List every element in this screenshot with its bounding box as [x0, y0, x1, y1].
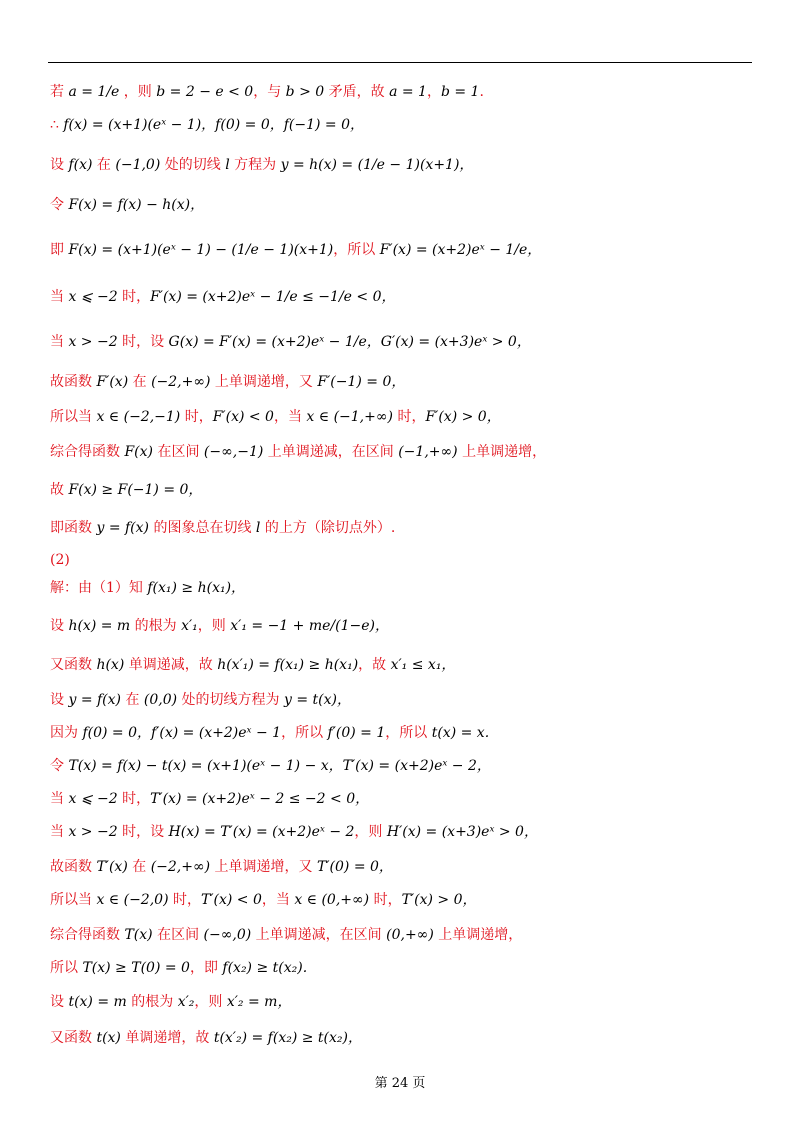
chinese-text: 在 — [128, 374, 152, 390]
math-expression: (−∞,0) — [203, 927, 252, 943]
math-expression: t(x′₂) = f(x₂) ≥ t(x₂)， — [213, 1030, 362, 1046]
math-expression: x ⩽ −2 — [68, 289, 118, 305]
chinese-text: 时， — [168, 892, 201, 908]
math-expression: x > −2 — [68, 334, 118, 350]
math-expression: t(x) — [96, 1030, 121, 1046]
math-expression: h(x) = m — [68, 618, 131, 634]
solution-line — [50, 578, 245, 598]
chinese-text: 令 — [50, 197, 69, 213]
chinese-text: ，所以 — [333, 242, 380, 258]
math-expression: (−2,+∞) — [151, 374, 211, 390]
math-expression: x′₁ — [181, 618, 198, 634]
math-expression: T′(x) < 0 — [200, 892, 262, 908]
chinese-text: 时， — [180, 409, 213, 425]
solution-line — [50, 82, 484, 102]
math-expression: b = 2 − e < 0 — [156, 84, 254, 100]
solution-line — [50, 1028, 362, 1048]
solution-line — [50, 442, 546, 462]
math-expression: T′(x) = (x+2)eˣ − 2 ≤ −2 < 0， — [150, 791, 370, 807]
chinese-text: ，则 — [197, 618, 231, 634]
chinese-text: 综合得函数 — [50, 927, 125, 943]
chinese-text: 处的切线方程为 — [177, 692, 285, 708]
math-expression: (−1,0) — [115, 157, 161, 173]
solution-line — [50, 480, 202, 500]
chinese-text: 当 — [50, 334, 69, 350]
chinese-text: 的根为 — [130, 618, 182, 634]
chinese-text: ，则 — [194, 994, 227, 1010]
header-rule — [48, 62, 752, 63]
solution-line — [50, 240, 541, 260]
chinese-text: ，所以 — [281, 725, 328, 741]
math-expression: F(x) = f(x) − h(x)， — [68, 197, 205, 213]
math-expression: G(x) = F′(x) = (x+2)eˣ − 1/e，G′(x) = (x+3)eˣ > 0， — [168, 334, 531, 350]
math-expression: h(x′₁) = f(x₁) ≥ h(x₁) — [217, 657, 359, 673]
chinese-text: 的上方（除切点外）. — [260, 520, 396, 536]
chinese-text: 当 — [50, 824, 69, 840]
math-expression: x ∈ (−1,+∞) — [306, 409, 393, 425]
math-expression: b > 0 — [285, 84, 325, 100]
chinese-text: 所以当 — [50, 409, 97, 425]
chinese-text: 单调递减，故 — [124, 657, 218, 673]
chinese-text: 解：由（1）知 — [50, 580, 148, 596]
chinese-text: 矛盾，故 — [324, 84, 390, 100]
math-expression: f(x₂) ≥ t(x₂). — [222, 960, 308, 976]
chinese-text: 即 — [50, 242, 69, 258]
chinese-text: ，故 — [358, 657, 391, 673]
chinese-text: 的根为 — [126, 994, 178, 1010]
chinese-text: ，即 — [189, 960, 223, 976]
chinese-text: 在 — [92, 157, 116, 173]
math-expression: f′(0) = 1 — [327, 725, 386, 741]
math-expression: T′(0) = 0， — [317, 859, 393, 875]
solution-line — [50, 616, 389, 636]
chinese-text: 在 — [127, 859, 151, 875]
math-expression: T′(x) — [96, 859, 128, 875]
chinese-text: 故 — [50, 482, 69, 498]
chinese-text: 设 — [50, 157, 69, 173]
chinese-text: ∴ — [50, 117, 59, 133]
math-expression: F(x) = (x+1)(eˣ − 1) − (1/e − 1)(x+1) — [68, 242, 334, 258]
math-expression: F′(x) — [96, 374, 129, 390]
chinese-text: ，与 — [253, 84, 286, 100]
math-expression: y = f(x) — [68, 692, 121, 708]
chinese-text: 时， — [117, 791, 151, 807]
chinese-text: 单调递增，故 — [120, 1030, 214, 1046]
math-expression: y = t(x)， — [284, 692, 352, 708]
solution-line — [50, 332, 531, 352]
math-expression: l — [225, 157, 230, 173]
solution-line — [50, 195, 204, 215]
solution-line — [50, 115, 364, 135]
solution-line — [50, 857, 393, 877]
chinese-text: 设 — [50, 994, 69, 1010]
chinese-text: 所以 — [50, 960, 83, 976]
chinese-text: 时，设 — [117, 334, 169, 350]
chinese-text: 时， — [369, 892, 402, 908]
math-expression: x ∈ (−2,0) — [96, 892, 169, 908]
math-expression: a = 1 — [389, 84, 427, 100]
solution-line — [50, 756, 491, 776]
math-expression: a = 1/e — [64, 84, 124, 100]
math-expression: l — [255, 520, 261, 536]
math-expression: f(x) — [68, 157, 93, 173]
chinese-text: 上单调递增，又 — [210, 859, 318, 875]
chinese-text: 综合得函数 — [50, 444, 125, 460]
math-expression: H(x) = T′(x) = (x+2)eˣ − 2 — [168, 824, 355, 840]
chinese-text: 上单调递减，在区间 — [263, 444, 399, 460]
solution-line — [50, 958, 307, 978]
page-number: 第 24 页 — [374, 1076, 426, 1091]
chinese-text: 在区间 — [153, 444, 204, 460]
chinese-text: (2) — [50, 552, 70, 568]
math-expression: T(x) — [124, 927, 153, 943]
chinese-text: 时， — [393, 409, 426, 425]
solution-line — [50, 518, 395, 538]
solution-line — [50, 723, 489, 743]
chinese-text: 若 — [50, 84, 64, 100]
math-expression: (−1,+∞) — [398, 444, 458, 460]
chinese-text: ，当 — [273, 409, 307, 425]
math-expression: F′(x) = (x+2)eˣ − 1/e ≤ −1/e < 0， — [150, 289, 396, 305]
chinese-text: 又函数 — [50, 657, 97, 673]
solution-line — [50, 890, 476, 910]
math-expression: H′(x) = (x+3)eˣ > 0， — [386, 824, 538, 840]
math-expression: F′(x) = (x+2)eˣ − 1/e， — [379, 242, 542, 258]
math-expression: t(x) = m — [68, 994, 127, 1010]
math-expression: T(x) ≥ T(0) = 0 — [82, 960, 190, 976]
math-expression: F(x) ≥ F(−1) = 0， — [68, 482, 203, 498]
chinese-text: 当 — [50, 289, 69, 305]
chinese-text: 故函数 — [50, 859, 97, 875]
math-expression: T′(x) > 0， — [401, 892, 477, 908]
chinese-text: ，所以 — [385, 725, 432, 741]
math-expression: F′(x) < 0 — [212, 409, 274, 425]
solution-line — [50, 789, 369, 809]
solution-line — [50, 550, 70, 570]
chinese-text: 所以当 — [50, 892, 97, 908]
math-expression: h(x) — [96, 657, 125, 673]
math-expression: y = f(x) — [96, 520, 149, 536]
solution-line — [50, 822, 538, 842]
chinese-text: 在 — [121, 692, 144, 708]
chinese-text: 方程为 — [229, 157, 281, 173]
math-expression: F(x) — [124, 444, 153, 460]
chinese-text: 因为 — [50, 725, 83, 741]
chinese-text: ，则 — [354, 824, 387, 840]
chinese-text: 上单调递减，在区间 — [251, 927, 387, 943]
chinese-text: 故函数 — [50, 374, 97, 390]
math-expression: x′₁ ≤ x₁， — [390, 657, 456, 673]
chinese-text: 当 — [50, 791, 69, 807]
math-expression: x′₂ = m， — [226, 994, 292, 1010]
solution-line — [50, 287, 395, 307]
math-expression: (0,0) — [143, 692, 178, 708]
math-expression: x ∈ (0,+∞) — [294, 892, 370, 908]
chinese-text: 的图象总在切线 — [149, 520, 256, 536]
math-expression: x′₁ = −1 + me/(1−e)， — [230, 618, 389, 634]
chinese-text: ，则 — [123, 84, 157, 100]
math-expression: x ⩽ −2 — [68, 791, 118, 807]
solution-line — [50, 155, 473, 175]
solution-line — [50, 372, 405, 392]
chinese-text: 上单调递增， — [457, 444, 547, 460]
math-expression: f(x₁) ≥ h(x₁)， — [147, 580, 246, 596]
math-expression: f(0) = 0，f′(x) = (x+2)eˣ − 1 — [82, 725, 282, 741]
math-expression: y = h(x) = (1/e − 1)(x+1)， — [280, 157, 474, 173]
chinese-text: 时， — [117, 289, 151, 305]
math-expression: b = 1 — [440, 84, 480, 100]
chinese-text: 即函数 — [50, 520, 97, 536]
chinese-text: 时，设 — [117, 824, 169, 840]
solution-line — [50, 992, 291, 1012]
math-expression: t(x) = x. — [431, 725, 490, 741]
chinese-text: 上单调递增，又 — [210, 374, 318, 390]
math-expression: (0,+∞) — [386, 927, 434, 943]
chinese-text: 令 — [50, 758, 69, 774]
chinese-text: ， — [426, 84, 441, 100]
math-expression: x > −2 — [68, 824, 118, 840]
math-expression: F′(x) > 0， — [425, 409, 501, 425]
chinese-text: 设 — [50, 618, 69, 634]
solution-line — [50, 655, 455, 675]
math-expression: x′₂ — [177, 994, 195, 1010]
chinese-text: 在区间 — [152, 927, 204, 943]
math-expression: T(x) = f(x) − t(x) = (x+1)(eˣ − 1) − x，T′(x) = (x+2)eˣ − 2， — [68, 758, 491, 774]
solution-line — [50, 407, 501, 427]
chinese-text: . — [479, 84, 484, 100]
chinese-text: ，当 — [261, 892, 295, 908]
math-expression: F′(−1) = 0， — [317, 374, 406, 390]
chinese-text: 处的切线 — [160, 157, 226, 173]
chinese-text: 上单调递增， — [433, 927, 523, 943]
solution-line — [50, 925, 522, 945]
chinese-text: 又函数 — [50, 1030, 97, 1046]
math-expression: (−2,+∞) — [150, 859, 211, 875]
solution-line — [50, 690, 351, 710]
math-expression: f(x) = (x+1)(eˣ − 1)，f(0) = 0，f(−1) = 0， — [58, 117, 365, 133]
math-expression: x ∈ (−2,−1) — [96, 409, 181, 425]
chinese-text: 设 — [50, 692, 69, 708]
math-expression: (−∞,−1) — [203, 444, 264, 460]
